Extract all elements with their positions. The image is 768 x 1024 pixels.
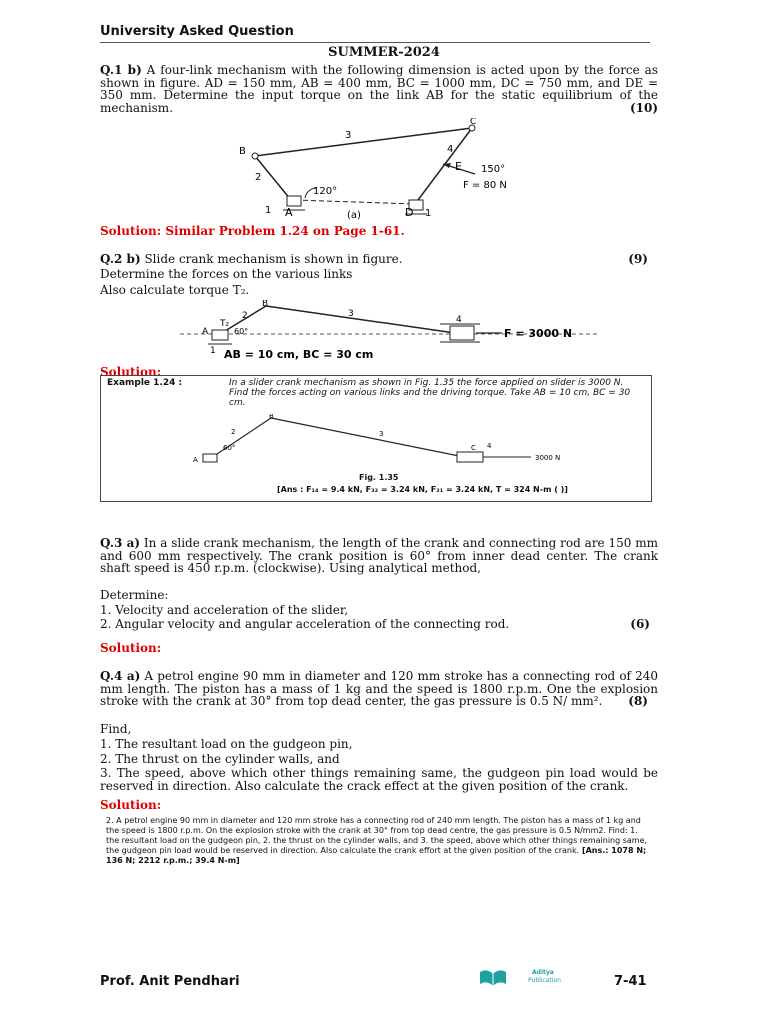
example-fig-b: B — [269, 414, 274, 420]
q1-fig-angle: 120° — [313, 186, 338, 197]
q2-fig-angle: 60° — [234, 327, 249, 336]
example-fig-link4: 4 — [487, 442, 492, 450]
example-fig-caption: Fig. 1.35 — [359, 473, 399, 482]
example-fig-link2: 2 — [231, 428, 236, 436]
q1-fig-link1b: 1 — [425, 208, 432, 219]
q2-line3: Also calculate torque T₂. — [100, 283, 250, 297]
q4-answer: 2. A petrol engine 90 mm in diameter and 120 mm stroke has a connecting rod of 240 mm length. The piston has a mass of 1 kg and the speed is 1800 r.p.m. On the explosion stroke with the crank at 30° from top dead centre, the gas pressure is 0.5 N/mm2. Find: 1. the resultant load on the gudgeon pin, 2. the thrust on the cylinder walls, and 3. the speed, above which other things remaining same, the gudgeon pin load would be reserved in direction. Also calculate the crank effort at the given position of the crank. [Ans.: 1078 N; 136 N; 2212 r.p.m.; 39.4 N-m] — [106, 816, 648, 865]
q2-fig-dims: AB = 10 cm, BC = 30 cm — [224, 348, 374, 361]
q2-fig-link2: 2 — [242, 311, 248, 321]
logo-text-1: Aditya — [532, 969, 554, 976]
q1-fig-e: E — [455, 160, 462, 173]
example-fig-force: 3000 N — [535, 454, 561, 462]
q4-text: Q.4 a) A petrol engine 90 mm in diameter and 120 mm stroke has a connecting rod of 240 mm length. The piston has a mass of 1 kg and the speed is 1800 r.p.m. One the explosion stroke with the crank at 30° from top dead center, the gas pressure is 0.5 N/ mm². (8) — [100, 669, 659, 708]
q2-label: Q.2 b) — [100, 252, 141, 266]
q1-fig-angle2: 150° — [481, 164, 506, 175]
q3-marks: (6) — [630, 617, 650, 631]
q1-figure — [235, 118, 535, 226]
q1-fig-link4: 4 — [447, 144, 454, 155]
q2-fig-link1: 1 — [210, 346, 216, 356]
logo-text-2: Publication — [528, 977, 561, 984]
publisher-logo — [478, 966, 578, 990]
section-title: SUMMER-2024 — [328, 45, 440, 60]
q2-fig-link3: 3 — [348, 309, 354, 319]
q1-fig-force: F = 80 N — [463, 180, 507, 191]
q1-fig-link2: 2 — [255, 172, 262, 183]
q1-fig-a: A — [285, 206, 293, 219]
q3-solution: Solution: — [100, 641, 162, 655]
q3-text: Q.3 a) In a slide crank mechanism, the length of the crank and connecting rod are 150 mm and 600 mm respectively. The crank position is 60° from inner dead center. The crank shaft speed is 450 r.p.m. (clockwise). Using analytical method, — [100, 536, 658, 575]
example-fig-c: C — [471, 444, 476, 452]
example-answer: [Ans : F₁₄ = 9.4 kN, F₃₂ = 3.24 kN, F₂₁ = 3.24 kN, T = 324 N-m ( )] — [277, 485, 568, 494]
example-fig-a: A — [193, 456, 198, 464]
example-figure — [171, 414, 571, 464]
q1-solution: Solution: Similar Problem 1.24 on Page 1-61. — [100, 224, 405, 238]
q1-fig-b: B — [239, 146, 246, 157]
running-header: University Asked Question — [100, 24, 650, 43]
q4-item2: 2. The thrust on the cylinder walls, and — [100, 752, 340, 766]
q1-marks: (10) — [629, 100, 658, 115]
page-number: 7-41 — [614, 974, 647, 989]
q2-line1: Q.2 b) Slide crank mechanism is shown in figure. (9) — [100, 252, 648, 266]
q3-item1: 1. Velocity and acceleration of the slider, — [100, 603, 349, 617]
q2-fig-b: B — [262, 300, 269, 309]
q4-label: Q.4 a) — [100, 669, 141, 683]
q4-item3: 3. The speed, above which other things remaining same, the gudgeon pin load would be reserved in direction. Also calculate the crack effect at the given position of the crank. — [100, 766, 658, 793]
q1-label: Q.1 b) — [100, 63, 142, 77]
q1-fig-caption: (a) — [347, 210, 361, 221]
q2-figure — [180, 300, 610, 362]
q2-fig-torque: T₂ — [220, 319, 230, 329]
q1-text: Q.1 b) A four-link mechanism with the following dimension is acted upon by the force as shown in figure. AD = 150 mm, AB = 400 mm, BC = 1000 mm, DC = 750 mm, and DE = 350 mm. Determine the input torque on the link AB for the static equilibrium of the mechanism. (10) — [100, 63, 658, 115]
book-icon — [478, 966, 508, 988]
q2-fig-force: F = 3000 N — [504, 327, 573, 340]
example-box — [100, 375, 652, 502]
q4-item1: 1. The resultant load on the gudgeon pin, — [100, 737, 353, 751]
q3-item2: 2. Angular velocity and angular acceleration of the connecting rod. (6) — [100, 617, 650, 631]
q3-determine: Determine: — [100, 588, 169, 602]
q2-fig-a: A — [202, 327, 209, 337]
example-label: Example 1.24 : — [107, 378, 183, 388]
q4-solution: Solution: — [100, 798, 162, 812]
q3-label: Q.3 a) — [100, 536, 141, 550]
q2-line2: Determine the forces on the various links — [100, 267, 353, 281]
example-fig-angle: 60° — [223, 444, 236, 452]
q2-fig-link4: 4 — [456, 315, 462, 325]
q2-solution: Solution: — [100, 365, 162, 379]
example-fig-link3: 3 — [379, 430, 384, 438]
q2-marks: (9) — [628, 252, 648, 266]
q1-fig-link3: 3 — [345, 130, 352, 141]
q4-marks: (8) — [628, 694, 648, 708]
footer-author: Prof. Anit Pendhari — [100, 974, 240, 989]
q1-fig-c: C — [470, 118, 477, 127]
q4-find: Find, — [100, 722, 132, 736]
q1-fig-d: D — [405, 206, 414, 219]
example-text: In a slider crank mechanism as shown in Fig. 1.35 the force applied on slider is 3000 N. Find the forces acting on various links and the driving torque. Take AB = 10 cm, BC = 30 cm. — [229, 378, 631, 408]
q1-fig-link1: 1 — [265, 205, 272, 216]
